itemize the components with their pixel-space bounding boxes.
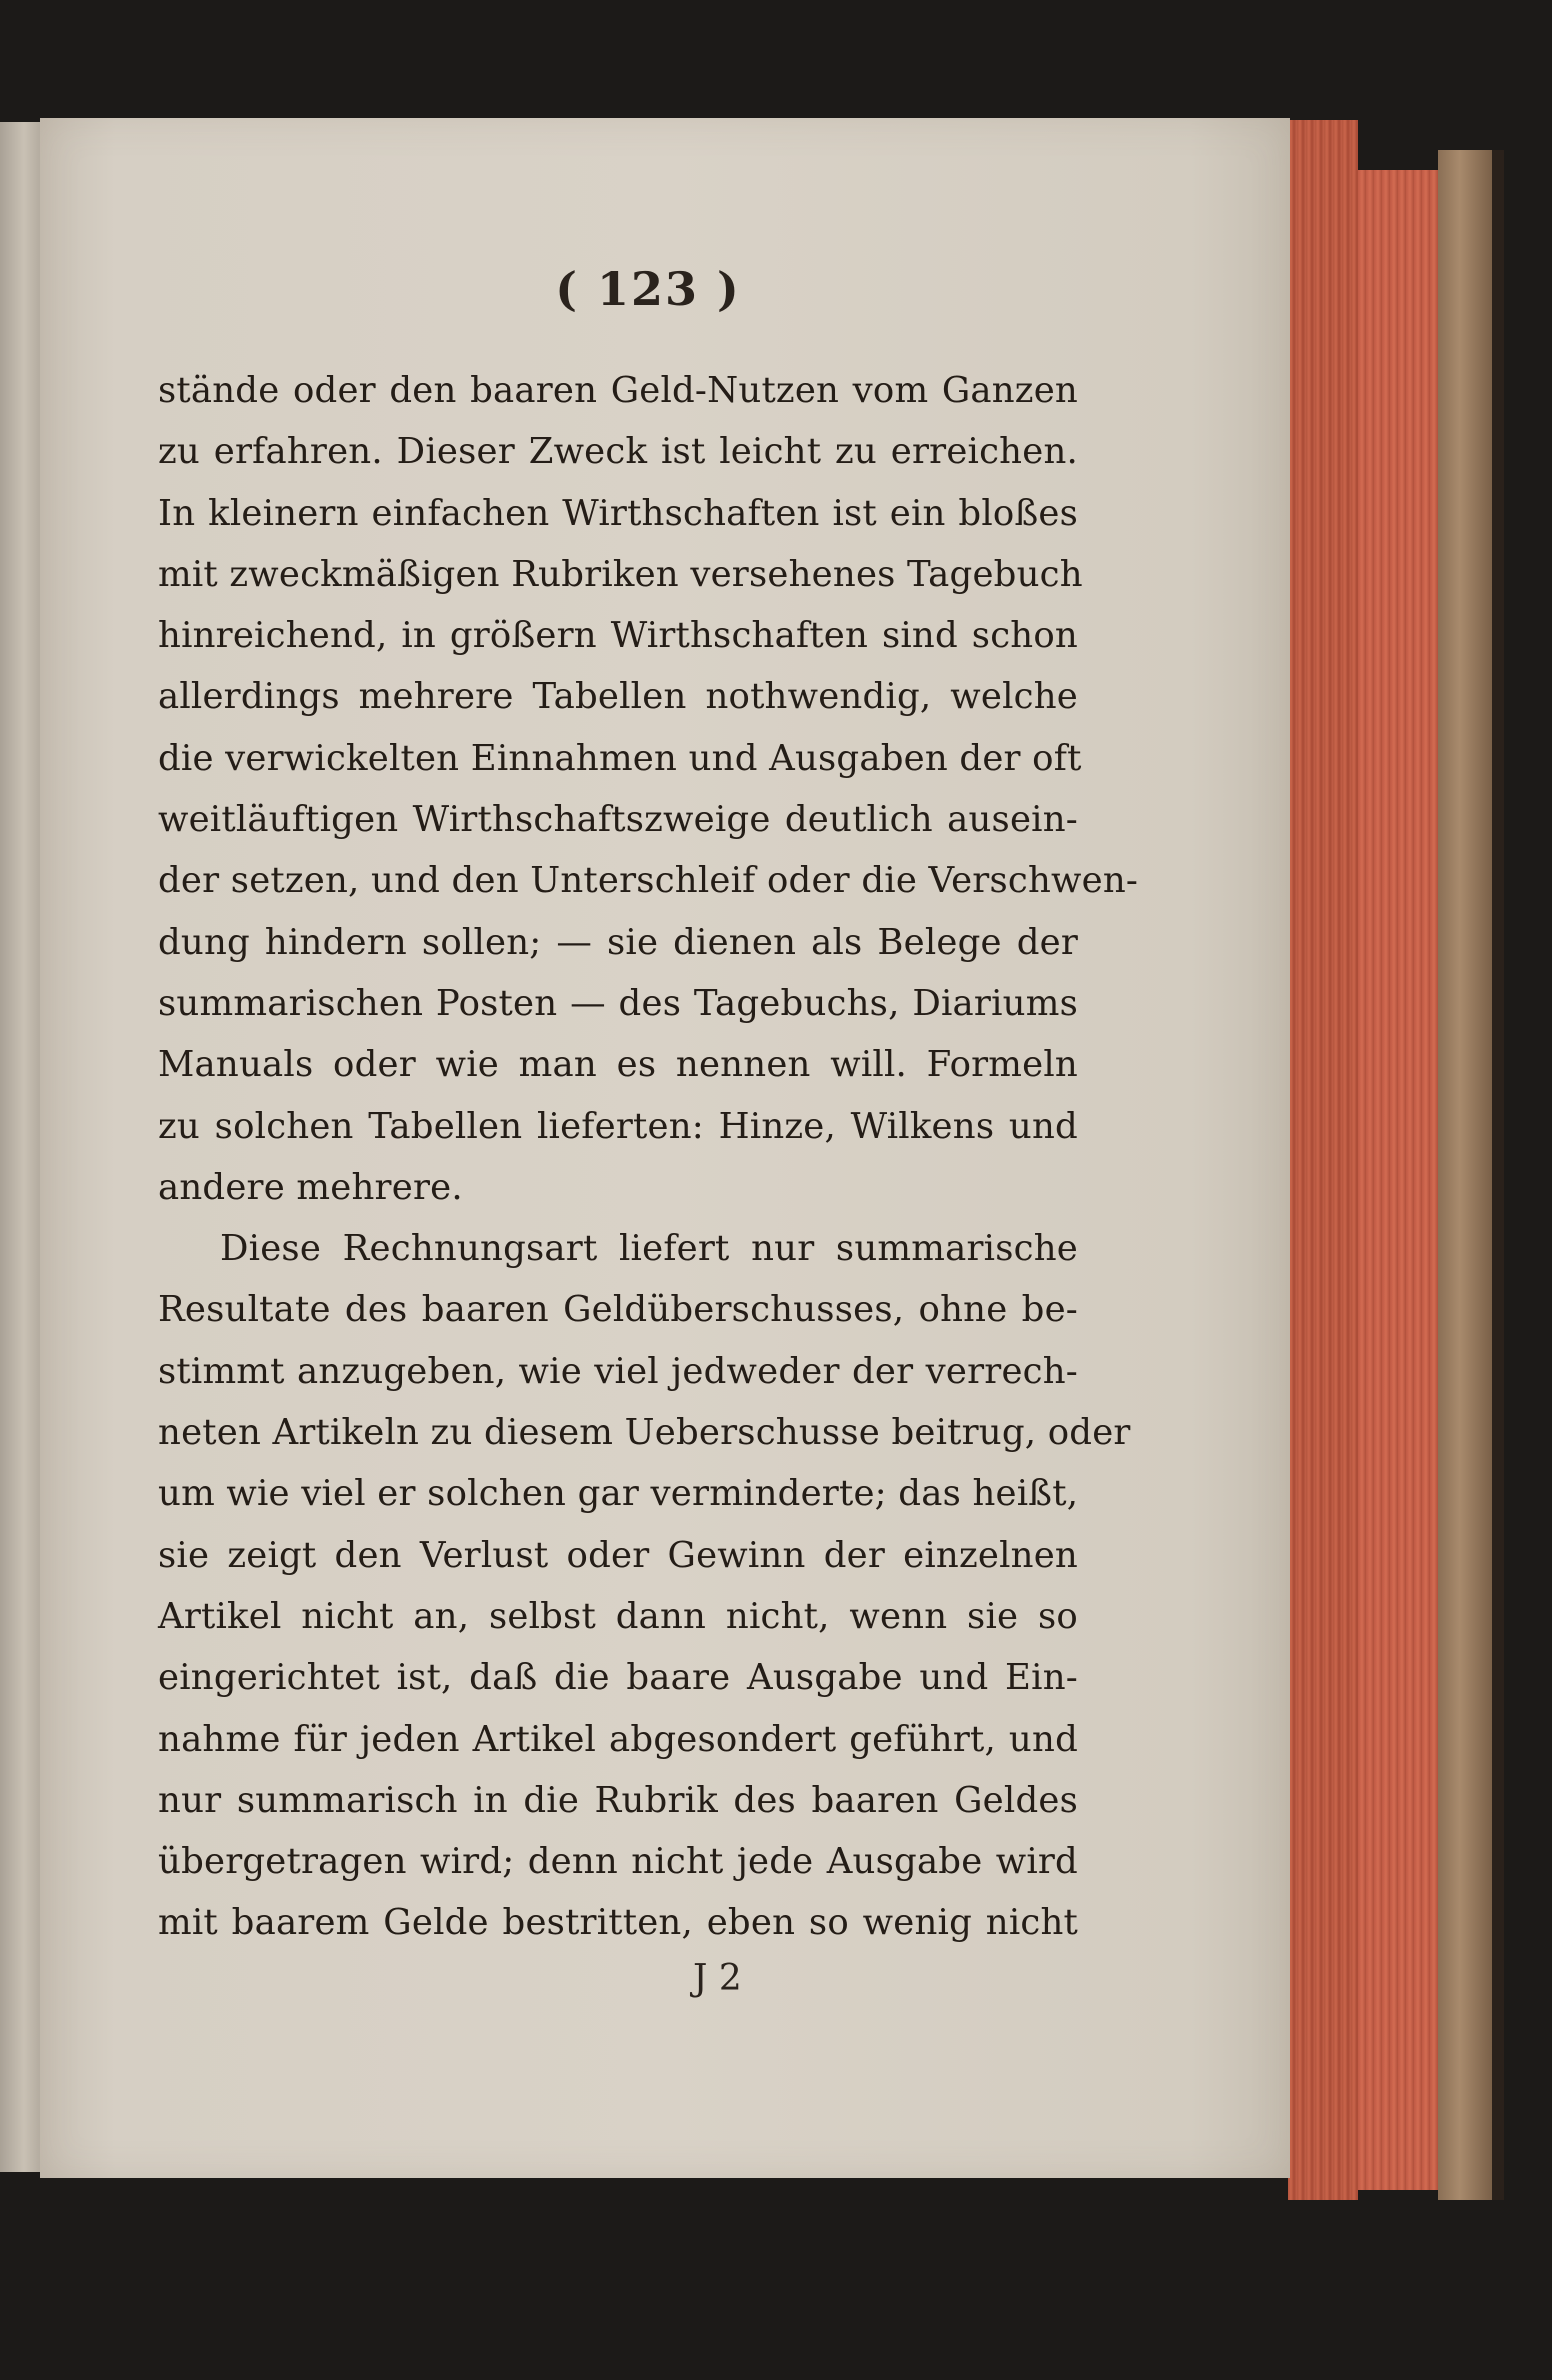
red-page-edges-outer xyxy=(1358,170,1438,2190)
text-line: zu erfahren. Dieser Zweck ist leicht zu erreichen. xyxy=(158,431,1078,473)
text-line: allerdings mehrere Tabellen nothwendig, welche xyxy=(158,676,1078,718)
text-line: stände oder den baaren Geld-Nutzen vom Ganzen xyxy=(158,370,1078,411)
text-line: um wie viel er solchen gar verminderte; das heißt, xyxy=(158,1473,1079,1515)
text-line: sie zeigt den Verlust oder Gewinn der einzelnen xyxy=(158,1534,1078,1576)
page-number-header: ( 123 ) xyxy=(555,262,741,316)
text-line: nahme für jeden Artikel abgesondert geführt, und xyxy=(158,1718,1078,1760)
text-line: summarischen Posten — des Tagebuchs, Diariums xyxy=(158,982,1078,1024)
book-cover-shadow xyxy=(1492,150,1504,2200)
book-cover-edge xyxy=(1438,150,1492,2200)
text-line: die verwickelten Einnahmen und Ausgaben der oft xyxy=(158,737,1082,779)
text-line: der setzen, und den Unterschleif oder die Verschwen- xyxy=(158,860,1139,902)
text-line: hinreichend, in größern Wirthschaften sind schon xyxy=(158,615,1078,657)
text-line: mit zweckmäßigen Rubriken versehenes Tagebuch xyxy=(158,553,1083,595)
text-line: Diese Rechnungsart liefert nur summarische xyxy=(220,1228,1078,1270)
text-line: eingerichtet ist, daß die baare Ausgabe und Ein- xyxy=(158,1657,1078,1699)
text-line: weitläuftigen Wirthschaftszweige deutlich ausein- xyxy=(158,799,1078,841)
text-line: nur summarisch in die Rubrik des baaren Geldes xyxy=(158,1779,1078,1821)
text-line: Manuals oder wie man es nennen will. Formeln xyxy=(158,1044,1078,1086)
text-line: In kleinern einfachen Wirthschaften ist ein bloßes xyxy=(158,492,1078,534)
text-line: neten Artikeln zu diesem Ueberschusse beitrug, oder xyxy=(158,1412,1131,1454)
text-line: andere mehrere. xyxy=(158,1166,463,1208)
previous-page-edge xyxy=(0,122,40,2172)
text-line: zu solchen Tabellen lieferten: Hinze, Wilkens und xyxy=(158,1105,1078,1147)
text-line: mit baarem Gelde bestritten, eben so wenig nicht xyxy=(158,1902,1078,1944)
text-line: stimmt anzugeben, wie viel jedweder der verrech- xyxy=(158,1350,1078,1392)
text-line: übergetragen wird; denn nicht jede Ausgabe wird xyxy=(158,1841,1078,1883)
page-content xyxy=(158,262,1139,2008)
text-line: dung hindern sollen; — sie dienen als Belege der xyxy=(158,921,1078,963)
red-page-edges xyxy=(1288,120,1358,2200)
text-line: Artikel nicht an, selbst dann nicht, wenn sie so xyxy=(158,1595,1078,1637)
text-line: Resultate des baaren Geldüberschusses, ohne be- xyxy=(158,1289,1078,1331)
signature-mark: J 2 xyxy=(693,1957,742,1999)
